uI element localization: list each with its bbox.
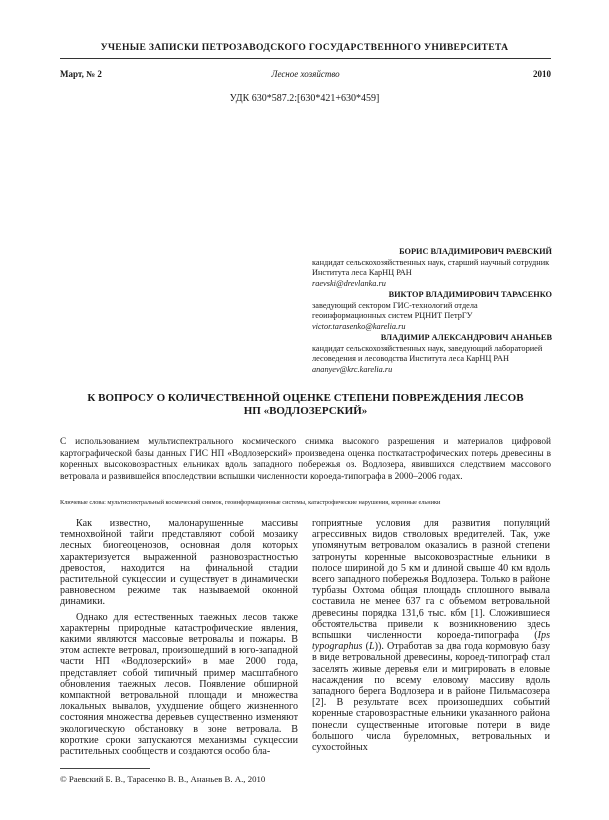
text-run: гоприятные условия для развития популяций агрессивных видов стволовых вредителей. Так, уже упомянутым ветровалом оказались в разной степени затронуты коренные высоковозрастные ельники в полосе шириной до 5 км и длиной свыше 40 км вдоль всего западного побережья Водлозера. Только в районе турбазы Охтома общая площадь сплошного вывала составила не менее 637 га с объемом ветровальной древесины порядка 131,6 тыс. кбм [1]. Сложившиеся обстоятельства привели к возникновению здесь вспышки численности короеда-типографа ( <box>312 518 550 642</box>
paragraph: Как известно, малонарушенные массивы темнохвойной тайги представляют собой мозаику лесных биогеоценозов, основная доля которых характеризуется выраженной разновозрастностью древостоя, находится на финальной стадии растительной сукцессии и существует в динамически равновесном режиме так называемой оконной динамики. <box>60 518 298 608</box>
abstract: С использованием мультиспектрального космического снимка высокого разрешения и материалов цифровой картографической базы данных ГИС НП «Водлозерский» произведена оценка посткатастрофических потерь древесины в коренных высоковозрастных ельниках вдоль западного побережья оз. Водлозера, явившихся следствием массового ветровала и развившейся впоследствии вспышки численности короеда-типографа в 2000–2006 годах. <box>60 437 551 482</box>
author-position: заведующий сектором ГИС-технологий отдела геоинформационных систем РЦНИТ ПетрГУ <box>312 300 478 321</box>
text-run: )). Отработав за два года кормовую базу в виде ветровальной древесины, короед-типограф стал заселять живые деревья ели и мигрировать в еловые насаждения по всему еловому массиву вдоль западного берега Водлозера и в районе Пильмасозера [2]. В результате всех произошедших событий коренные старовозрастные ельники указанного района понесли существенные итоговые потери в виде большого числа буреломных, ветровальных и сухостойных <box>312 641 550 754</box>
article-title-line: К ВОПРОСУ О КОЛИЧЕСТВЕННОЙ ОЦЕНКЕ СТЕПЕНИ ПОВРЕЖДЕНИЯ ЛЕСОВ <box>87 392 524 404</box>
keywords: Ключевые слова: мультиспектральный космический снимок, геоинформационные системы, катастрофические нарушения, коренные ельники <box>60 499 441 506</box>
author-block-1 <box>312 247 552 290</box>
article-title-line: НП «ВОДЛОЗЕРСКИЙ» <box>243 405 368 417</box>
body-column-left <box>60 518 298 757</box>
species-author: L <box>368 641 375 653</box>
author-position: кандидат сельскохозяйственных наук, заведующий лабораторией лесоведения и лесоводства Института леса КарНЦ РАН <box>312 343 543 364</box>
author-position: кандидат сельскохозяйственных наук, старший научный сотрудник Института леса КарНЦ РАН <box>312 257 550 278</box>
author-email: victor.tarasenko@karelia.ru <box>312 322 406 332</box>
udk-code: УДК 630*587.2:[630*421+630*459] <box>229 93 380 104</box>
section-name: Лесное хозяйство <box>271 69 340 79</box>
author-block-2 <box>312 290 552 333</box>
issue-number: Март, № 2 <box>60 69 102 79</box>
author-email: ananyev@krc.karelia.ru <box>312 365 393 375</box>
paragraph <box>312 518 550 753</box>
header-meta <box>60 69 551 81</box>
paragraph: Однако для естественных таежных лесов также характерны природные катастрофические явления, какими являются массовые ветровалы и пожары. В этом аспекте ветровал, произошедший в юго-западной части НП «Водлозерский» в мае 2000 года, представляет собой типичный пример масштабного обновления таежных лесов. Появление обширной компактной ветровальной площади и множества локальных вывалов, ухудшение общего жизненного состояния множества деревьев существенно изменяют экологическую обстановку в зоне ветровала. В короткие сроки запускаются механизмы сукцессии растительных сообществ и создаются особо бла- <box>60 611 298 758</box>
body-column-right <box>312 518 550 753</box>
author-email: raevski@drevlanka.ru <box>312 279 386 289</box>
journal-title: УЧЕНЫЕ ЗАПИСКИ ПЕТРОЗАВОДСКОГО ГОСУДАРСТВЕННОГО УНИВЕРСИТЕТА <box>100 42 509 53</box>
author-name: ВЛАДИМИР АЛЕКСАНДРОВИЧ АНАНЬЕВ <box>380 333 552 342</box>
footnote-rule <box>60 768 150 769</box>
copyright: © Раевский Б. В., Тарасенко В. В., Ананьев В. А., 2010 <box>60 774 266 784</box>
author-block-3 <box>312 333 552 376</box>
species-name: Ips typographus <box>312 630 550 653</box>
header-rule <box>60 58 551 59</box>
article-title <box>60 392 551 418</box>
text-run: ( <box>362 641 369 653</box>
author-name: ВИКТОР ВЛАДИМИРОВИЧ ТАРАСЕНКО <box>388 290 552 299</box>
author-name: БОРИС ВЛАДИМИРОВИЧ РАЕВСКИЙ <box>399 247 552 256</box>
issue-year: 2010 <box>533 69 551 79</box>
